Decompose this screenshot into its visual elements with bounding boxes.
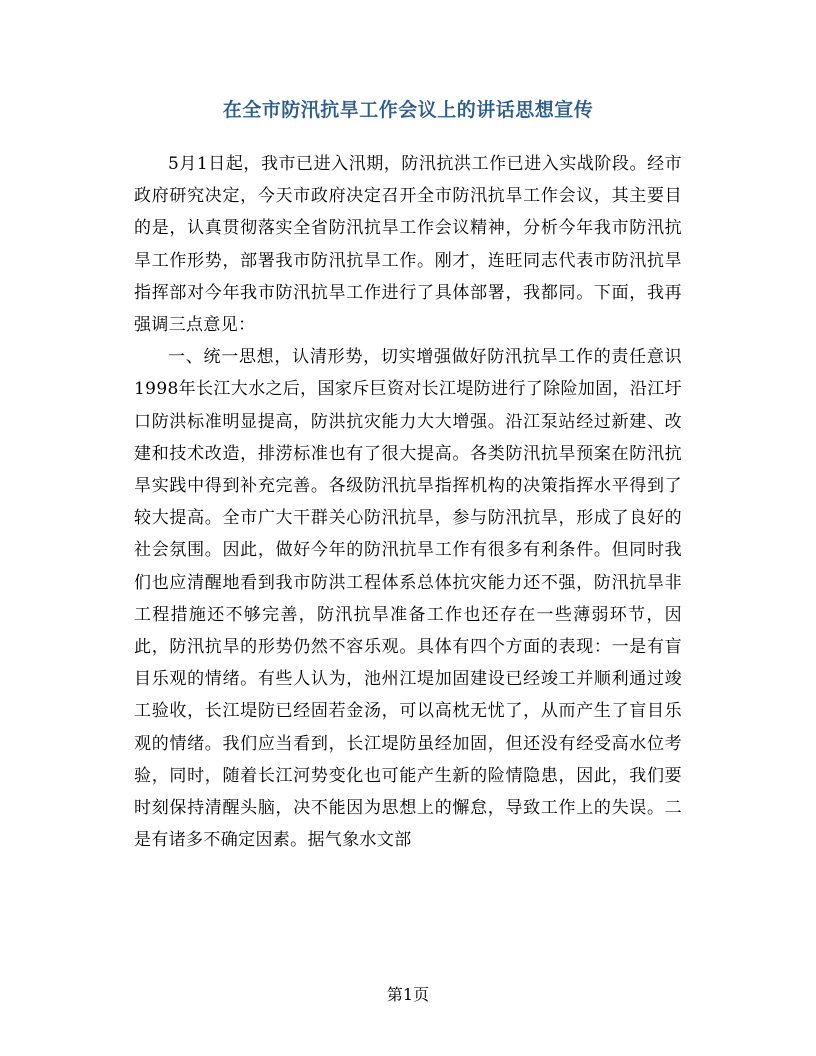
paragraph: 5月1日起，我市已进入汛期，防汛抗洪工作已进入实战阶段。经市政府研究决定，今天市政府决定召开全市防汛抗旱工作会议，其主要目的是，认真贯彻落实全省防汛抗旱工作会议精神，分析今年我市防汛抗旱工作形势，部署我市防汛抗旱工作。刚才，连旺同志代表市防汛抗旱指挥部对今年我市防汛抗旱工作进行了具体部署，我都同。下面，我再强调三点意见： [134, 154, 682, 336]
document-title: 在全市防汛抗旱工作会议上的讲话思想宣传 [222, 99, 594, 121]
paragraph: 一、统一思想，认清形势，切实增强做好防汛抗旱工作的责任意识1998年长江大水之后，国家斥巨资对长江堤防进行了除险加固，沿江圩口防洪标准明显提高，防洪抗灾能力大大增强。沿江泵站经过新建、改建和技术改造，排涝标准也有了很大提高。各类防汛抗旱预案在防汛抗旱实践中得到补充完善。各级防汛抗旱指挥机构的决策指挥水平得到了较大提高。全市广大干群关心防汛抗旱，参与防汛抗旱，形成了良好的社会氛围。因此，做好今年的防汛抗旱工作有很多有利条件。但同时我们也应清醒地看到我市防洪工程体系总体抗灾能力还不强，防汛抗旱非工程措施还不够完善，防汛抗旱准备工作也还存在一些薄弱环节，因此，防汛抗旱的形势仍然不容乐观。具体有四个方面的表现：一是有盲目乐观的情绪。有些人认为，池州江堤加固建设已经竣工并顺利通过竣工验收，长江堤防已经固若金汤，可以高枕无忧了，从而产生了盲目乐观的情绪。我们应当看到，长江堤防虽经加固，但还没有经受高水位考验，同时，随着长江河势变化也可能产生新的险情隐患，因此，我们要时刻保持清醒头脑，决不能因为思想上的懈怠，导致工作上的失误。二是有诸多不确定因素。据气象水文部 [134, 347, 682, 851]
document-body [134, 148, 682, 856]
page-number: 第1页 [386, 985, 430, 1004]
